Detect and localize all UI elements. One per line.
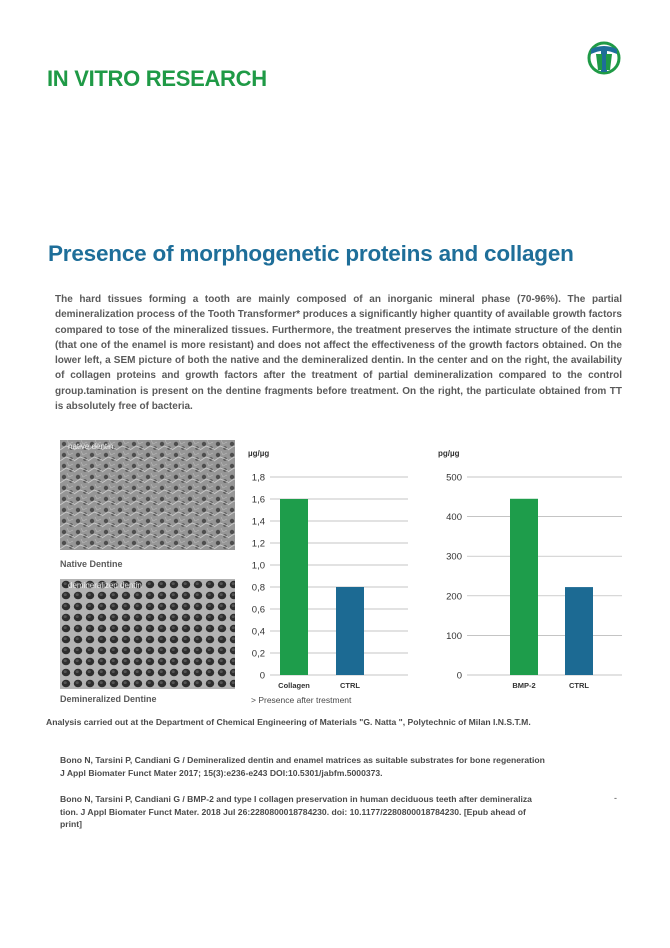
collagen-ytick-label: 1,4 <box>251 516 265 528</box>
bmp2-category-label: BMP-2 <box>512 681 536 690</box>
native-dentin-image <box>60 440 235 550</box>
header-title: IN VITRO RESEARCH <box>47 66 267 91</box>
reference-1-line-1: Bono N, Tarsini P, Candiani G / Demineralized dentin and enamel matrices as suitable substrates for bone regeneration <box>60 755 545 765</box>
reference-2 <box>60 793 620 831</box>
native-dentin-tag: native dentin <box>68 442 114 451</box>
collagen-bar-collagen <box>280 499 308 675</box>
collagen-ytick-label: 1,2 <box>251 538 265 550</box>
collagen-ytick-label: 0,6 <box>251 604 265 616</box>
bmp2-ytick-label: 300 <box>446 551 462 563</box>
collagen-chart <box>240 444 415 694</box>
collagen-ytick-label: 0,4 <box>251 626 265 638</box>
collagen-category-label: Collagen <box>278 681 310 690</box>
collagen-ylabel: µg/µg <box>248 449 270 458</box>
collagen-ytick-label: 1,6 <box>251 494 265 506</box>
bmp2-ytick-label: 100 <box>446 630 462 642</box>
reference-1-line-2: J Appl Biomater Funct Mater 2017; 15(3):e236-e243 DOI:10.5301/jabfm.5000373. <box>60 767 383 778</box>
reference-2-line-2: tion. J Appl Biomater Funct Mater. 2018 Jul 26:2280800018784230. doi: 10.1177/2280800018784230. [Epub ahead of <box>60 806 526 817</box>
reference-2-dash: - <box>614 793 617 803</box>
bmp2-ylabel: pg/µg <box>438 449 460 458</box>
bmp2-ytick-label: 500 <box>446 472 462 484</box>
reference-2-line-1: Bono N, Tarsini P, Candiani G / BMP-2 and type I collagen preservation in human deciduous teeth after demineraliza <box>60 794 532 804</box>
bmp2-category-label: CTRL <box>569 681 589 690</box>
bmp2-bar-bmp-2 <box>510 499 538 675</box>
tt-logo-icon <box>586 40 622 76</box>
collagen-bar-ctrl <box>336 587 364 675</box>
bmp2-ytick-label: 200 <box>446 591 462 603</box>
intro-paragraph: The hard tissues forming a tooth are mainly composed of an inorganic mineral phase (70-96%). The partial demineralization process of the Tooth Transformer* produces a significantly higher quantity of available growth factors compared to tose of the mineralized tissues. Furthermore, the treatment preserves the intimate structure of the dentin (that one of the enamel is more resistant) and does not affect the effectiveness of the growth factors obtained. On the lower left, a SEM picture of both the native and the demineralized dentin. In the center and on the right, the availability of collagen proteins and growth factors after the treatment of partial demineralization compared to the control group.tamination is present on the dentine fragments before treatment. On the right, the particulate obtained from TT is absolutely free of bacteria. <box>55 294 622 413</box>
collagen-ytick-label: 0,8 <box>251 582 265 594</box>
bmp2-ytick-label: 400 <box>446 512 462 524</box>
demineralized-dentin-caption: Demineralized Dentine <box>60 694 157 704</box>
section-title: Presence of morphogenetic proteins and collagen <box>48 241 574 266</box>
presence-note: > Presence after trestment <box>251 695 352 705</box>
demineralized-dentin-tag: demineralized dentin <box>68 581 142 590</box>
analysis-note: Analysis carried out at the Department of Chemical Engineering of Materials "G. Natta ", Polytechnic of Milan I.N.S.T.M. <box>46 717 531 727</box>
collagen-ytick-label: 1,0 <box>251 560 265 572</box>
reference-1 <box>60 754 620 779</box>
demineralized-dentin-image <box>60 579 235 689</box>
bmp2-bar-ctrl <box>565 587 593 675</box>
collagen-ytick-label: 0 <box>259 670 265 682</box>
bmp2-ytick-label: 0 <box>456 670 462 682</box>
collagen-category-label: CTRL <box>340 681 360 690</box>
native-dentin-caption: Native Dentine <box>60 559 123 569</box>
bmp2-chart <box>430 444 630 694</box>
collagen-ytick-label: 1,8 <box>251 472 265 484</box>
reference-2-line-3: print] <box>60 819 82 829</box>
collagen-ytick-label: 0,2 <box>251 648 265 660</box>
